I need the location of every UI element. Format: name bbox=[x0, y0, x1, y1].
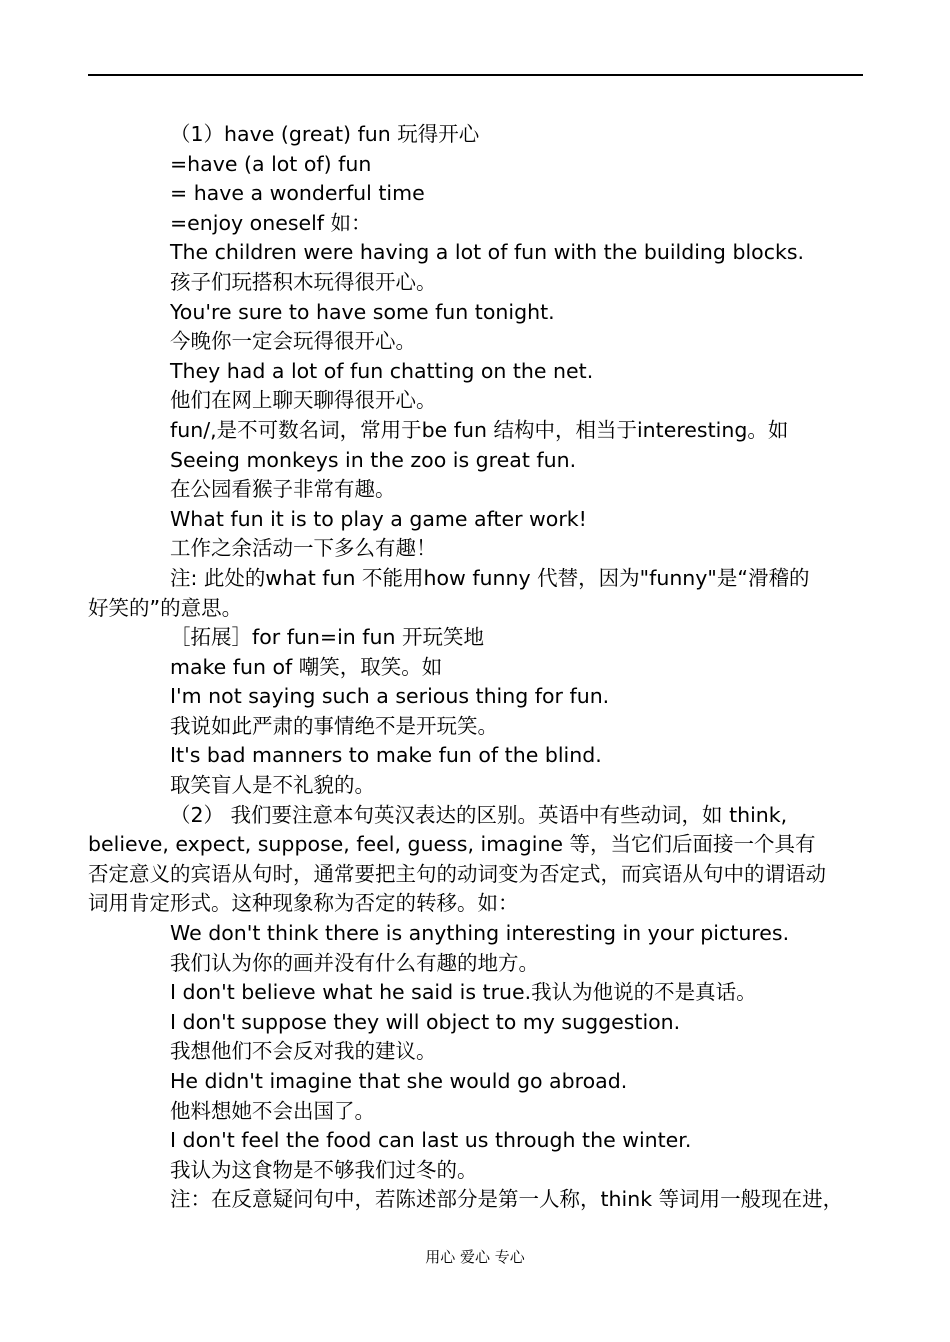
text-line: =have (a lot of) fun bbox=[170, 151, 372, 176]
page-footer: 用心 爱心 专心 bbox=[425, 1248, 525, 1266]
text-line: 我想他们不会反对我的建议。 bbox=[170, 1039, 437, 1064]
text-line: What fun it is to play a game after work! bbox=[170, 506, 587, 531]
text-line: Seeing monkeys in the zoo is great fun. bbox=[170, 447, 577, 472]
text-line: （2） 我们要注意本句英汉表达的区别。英语中有些动词，如 think, bbox=[170, 802, 788, 827]
text-line: I don't believe what he said is true.我认为他说的不是真话。 bbox=[170, 980, 757, 1005]
text-line: = have a wonderful time bbox=[170, 181, 425, 206]
text-line: （1）have (great) fun 玩得开心 bbox=[170, 122, 480, 146]
text-line: 注: 此处的what fun 不能用how funny 代替，因为"funny"是“滑稽的 bbox=[170, 565, 810, 590]
text-line: I don't feel the food can last us through the winter. bbox=[170, 1128, 692, 1153]
text-line: I don't suppose they will object to my suggestion. bbox=[170, 1009, 681, 1034]
text-line: make fun of 嘲笑，取笑。如 bbox=[170, 654, 443, 679]
text-line: They had a lot of fun chatting on the net. bbox=[170, 358, 594, 383]
text-line: 工作之余活动一下多么有趣！ bbox=[170, 536, 437, 561]
text-line: We don't think there is anything interesting in your pictures. bbox=[170, 921, 790, 946]
text-line: 他料想她不会出国了。 bbox=[170, 1098, 375, 1123]
text-line: 词用肯定形式。这种现象称为否定的转移。如： bbox=[88, 891, 519, 916]
text-line: believe, expect, suppose, feel, guess, imagine 等，当它们后面接一个具有 bbox=[88, 832, 816, 857]
document-body bbox=[88, 120, 863, 1215]
text-line: 取笑盲人是不礼貌的。 bbox=[170, 773, 375, 798]
text-line: 我说如此严肃的事情绝不是开玩笑。 bbox=[170, 713, 498, 738]
text-line: =enjoy oneself 如： bbox=[170, 210, 372, 235]
text-line: I'm not saying such a serious thing for fun. bbox=[170, 684, 610, 709]
text-line: 好笑的”的意思。 bbox=[88, 595, 243, 620]
text-line: It's bad manners to make fun of the blind. bbox=[170, 743, 602, 768]
text-line: fun/,是不可数名词，常用于be fun 结构中，相当于interesting。如 bbox=[170, 417, 789, 442]
text-line: 我们认为你的画并没有什么有趣的地方。 bbox=[170, 950, 539, 975]
text-line: 他们在网上聊天聊得很开心。 bbox=[170, 388, 437, 413]
text-line: 我认为这食物是不够我们过冬的。 bbox=[170, 1157, 478, 1182]
text-line: 注：在反意疑问句中，若陈述部分是第一人称，think 等词用一般现在进， bbox=[170, 1187, 844, 1212]
text-line: 在公园看猴子非常有趣。 bbox=[170, 477, 396, 502]
text-line: You're sure to have some fun tonight. bbox=[170, 299, 555, 324]
text-line: 今晚你一定会玩得很开心。 bbox=[170, 329, 416, 354]
text-line: He didn't imagine that she would go abroad. bbox=[170, 1069, 628, 1093]
text-line: The children were having a lot of fun with the building blocks. bbox=[170, 240, 805, 265]
text-line: ［拓展］for fun=in fun 开玩笑地 bbox=[170, 625, 485, 650]
text-line: 孩子们玩搭积木玩得很开心。 bbox=[170, 269, 437, 294]
header-rule bbox=[88, 74, 863, 76]
text-line: 否定意义的宾语从句时，通常要把主句的动词变为否定式，而宾语从句中的谓语动 bbox=[88, 861, 826, 886]
